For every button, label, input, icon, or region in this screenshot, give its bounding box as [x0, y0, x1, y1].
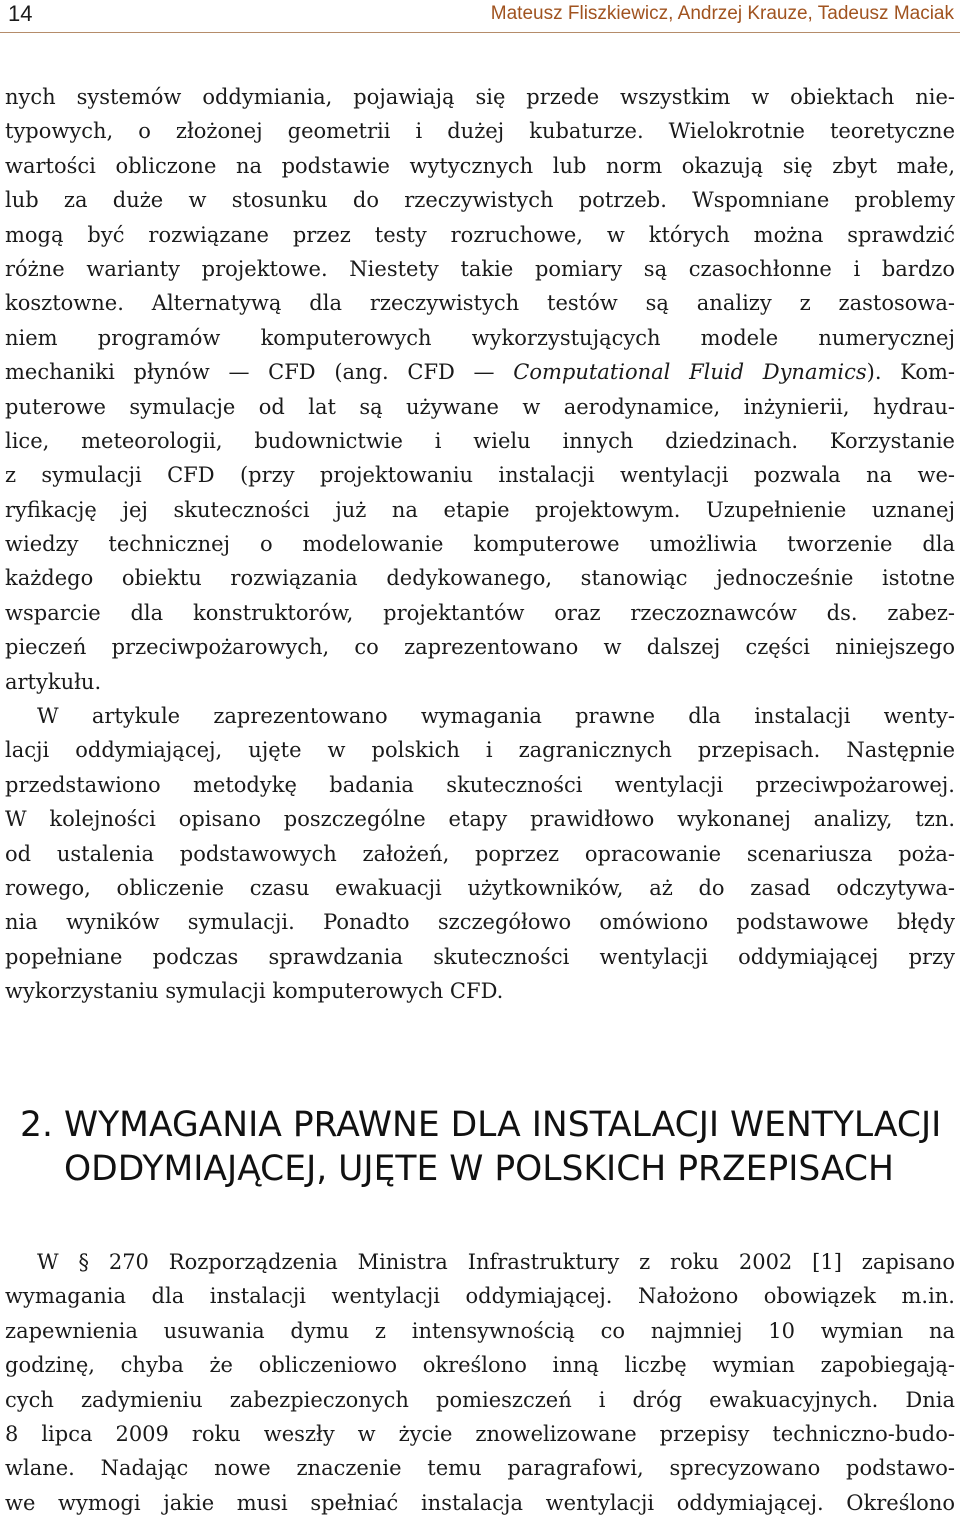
text-line: wlane. Nadając nowe znaczenie temu paragrafowi, sprecyzowano podstawo-	[5, 1456, 955, 1481]
text-line: mogą być rozwiązane przez testy rozruchowe, w których można sprawdzić	[5, 222, 955, 247]
text-line: przedstawiono metodykę badania skuteczności wentylacji przeciwpożarowej.	[5, 772, 955, 797]
text-line: puterowe symulacje od lat są używane w aerodynamice, inżynierii, hydrau-	[5, 394, 955, 419]
text-line: rowego, obliczenie czasu ewakuacji użytkowników, aż do zasad odczytywa-	[5, 875, 955, 900]
text-line: kosztowne. Alternatywą dla rzeczywistych testów są analizy z zastosowa-	[5, 291, 955, 316]
section-number: 2.	[20, 1105, 53, 1145]
text-line: ryfikację jej skuteczności już na etapie projektowym. Uzupełnienie uznanej	[5, 497, 955, 522]
text-line: nia wyników symulacji. Ponadto szczegółowo omówiono podstawowe błędy	[5, 910, 955, 935]
text-line: wartości obliczone na podstawie wytycznych lub norm okazują się zbyt małe,	[5, 153, 955, 178]
section-title-line2: ODDYMIAJĄCEJ, UJĘTE W POLSKICH PRZEPISACH	[64, 1149, 894, 1189]
text-line: wiedzy technicznej o modelowanie komputerowe umożliwia tworzenie dla	[5, 532, 955, 557]
text-line: lacji oddymiającej, ujęte w polskich i zagranicznych przepisach. Następnie	[5, 738, 955, 763]
text-line: pieczeń przeciwpożarowych, co zaprezentowano w dalszej części niniejszego	[5, 635, 955, 660]
text-line: cych zadymieniu zabezpieczonych pomieszczeń i dróg ewakuacyjnych. Dnia	[5, 1387, 955, 1412]
text-line: W § 270 Rozporządzenia Ministra Infrastruktury z roku 2002 [1] zapisano	[37, 1250, 955, 1274]
text-line: popełniane podczas sprawdzania skuteczności wentylacji oddymiającej przy	[5, 944, 955, 969]
text-line: wsparcie dla konstruktorów, projektantów oraz rzeczoznawców ds. zabez-	[5, 600, 955, 625]
text-line: nych systemów oddymiania, pojawiają się przede wszystkim w obiektach nie-	[5, 85, 955, 109]
text-line: zapewnienia usuwania dymu z intensywnością co najmniej 10 wymian na	[5, 1318, 955, 1343]
text-line: typowych, o złożonej geometrii i dużej kubaturze. Wielokrotnie teoretyczne	[5, 119, 955, 144]
text-line: lice, meteorologii, budownictwie i wielu innych dziedzinach. Korzystanie	[5, 428, 955, 453]
text-line: we wymogi jakie musi spełniać instalacja wentylacji oddymiającej. Określono	[5, 1490, 955, 1515]
text-line: wykorzystaniu symulacji komputerowych CFD.	[5, 979, 504, 1004]
text-line: różne warianty projektowe. Niestety takie pomiary są czasochłonne i bardzo	[5, 256, 955, 281]
paragraph-regulations	[5, 1245, 955, 1520]
text-line-cfd	[5, 355, 955, 389]
section-title-line1: WYMAGANIA PRAWNE DLA INSTALACJI WENTYLACJI	[64, 1105, 942, 1145]
text-line: każdego obiektu rozwiązania dedykowanego, stanowiąc jednocześnie istotne	[5, 566, 955, 591]
header-divider	[0, 32, 960, 33]
text-line: niem programów komputerowych wykorzystujących modele numerycznej	[5, 325, 955, 350]
text-segment: ). Kom-	[866, 360, 955, 385]
paragraph-overview	[5, 699, 955, 1009]
italic-term: Computational Fluid Dynamics	[513, 360, 867, 385]
text-line: W kolejności opisano poszczególne etapy prawidłowo wykonanej analizy, tzn.	[5, 807, 955, 832]
text-line: wymagania dla instalacji wentylacji oddymiającej. Nałożono obowiązek m.in.	[5, 1284, 955, 1309]
page-number: 14	[8, 1, 33, 26]
section-heading	[20, 1103, 950, 1191]
running-head-authors: Mateusz Fliszkiewicz, Andrzej Krauze, Tadeusz Maciak	[490, 3, 954, 24]
text-segment: mechaniki płynów — CFD (ang. CFD —	[5, 360, 514, 385]
text-line: artykułu.	[5, 669, 102, 694]
text-line: godzinę, chyba że obliczeniowo określono inną liczbę wymian zapobiegają-	[5, 1353, 955, 1378]
text-line: W artykule zaprezentowano wymagania prawne dla instalacji wenty-	[37, 704, 955, 728]
paragraph-intro	[5, 80, 955, 699]
text-line: z symulacji CFD (przy projektowaniu instalacji wentylacji pozwala na we-	[5, 463, 955, 488]
text-line: lub za duże w stosunku do rzeczywistych potrzeb. Wspomniane problemy	[5, 188, 955, 213]
text-line: od ustalenia podstawowych założeń, poprzez opracowanie scenariusza poża-	[5, 841, 955, 866]
text-line: 8 lipca 2009 roku weszły w życie znowelizowane przepisy techniczno-budo-	[5, 1421, 955, 1446]
